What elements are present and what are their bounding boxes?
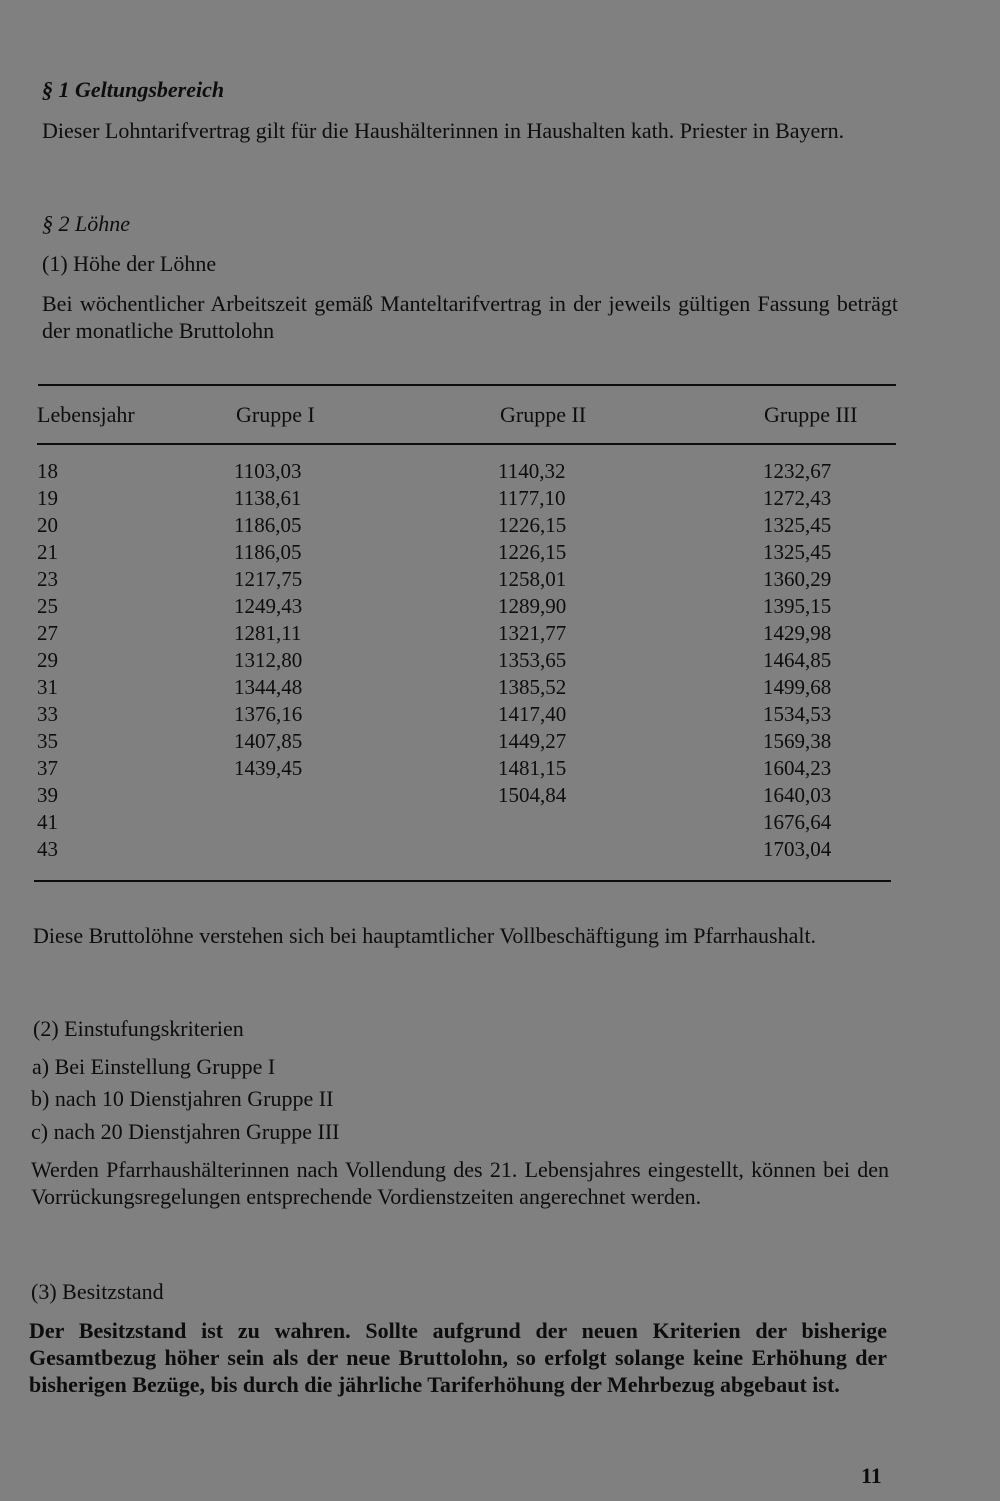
criteria-item-c: c) nach 20 Dienstjahren Gruppe III <box>31 1119 340 1144</box>
page-number: 11 <box>861 1463 882 1488</box>
table-row <box>0 513 1000 540</box>
table-cell: 1272,43 <box>763 486 832 510</box>
table-cell: 27 <box>37 621 58 645</box>
table-cell: 1217,75 <box>234 567 303 591</box>
table-cell: 1703,04 <box>763 837 832 861</box>
table-cell: 1429,98 <box>763 621 832 645</box>
section-2-heading: § 2 Löhne <box>42 211 130 236</box>
table-cell: 1534,53 <box>763 702 832 726</box>
table-header-lebensjahr: Lebensjahr <box>37 402 135 427</box>
table-cell: 1504,84 <box>498 783 567 807</box>
table-cell: 41 <box>37 810 58 834</box>
table-cell: 1499,68 <box>763 675 832 699</box>
table-row <box>0 837 1000 864</box>
subsection-3-title: (3) Besitzstand <box>31 1279 164 1304</box>
table-cell: 19 <box>37 486 58 510</box>
table-row <box>0 810 1000 837</box>
table-cell: 1177,10 <box>498 486 566 510</box>
table-cell: 1186,05 <box>234 540 302 564</box>
table-cell: 1140,32 <box>498 459 566 483</box>
table-row <box>0 594 1000 621</box>
table-cell: 39 <box>37 783 58 807</box>
table-cell: 18 <box>37 459 58 483</box>
table-cell: 1449,27 <box>498 729 567 753</box>
table-cell: 1417,40 <box>498 702 567 726</box>
table-cell: 1604,23 <box>763 756 832 780</box>
table-cell: 1186,05 <box>234 513 302 537</box>
table-cell: 1226,15 <box>498 540 567 564</box>
table-cell: 43 <box>37 837 58 861</box>
subsection-2-title: (2) Einstufungskriterien <box>33 1016 244 1041</box>
table-row <box>0 621 1000 648</box>
table-cell: 1376,16 <box>234 702 303 726</box>
table-cell: 1569,38 <box>763 729 832 753</box>
table-cell: 1344,48 <box>234 675 303 699</box>
table-cell: 35 <box>37 729 58 753</box>
criteria-item-a: a) Bei Einstellung Gruppe I <box>32 1054 276 1079</box>
table-cell: 1281,11 <box>234 621 302 645</box>
table-cell: 1103,03 <box>234 459 302 483</box>
table-header-gruppe-1: Gruppe I <box>236 402 315 427</box>
table-top-rule <box>38 384 896 386</box>
subsection-3-text: Der Besitzstand ist zu wahren. Sollte aufgrund der neuen Kriterien der bisherige Gesamtbezug höher sein als der neue Bruttolohn, so erfolgt solange keine Erhöhung der bisherigen Bezüge, bis durch die jährliche Tariferhöhung der Mehrbezug abgebaut ist. <box>29 1318 887 1397</box>
table-cell: 21 <box>37 540 58 564</box>
table-cell: 37 <box>37 756 58 780</box>
table-cell: 33 <box>37 702 58 726</box>
table-cell: 1312,80 <box>234 648 303 672</box>
table-cell: 1407,85 <box>234 729 303 753</box>
table-cell: 1464,85 <box>763 648 832 672</box>
table-row <box>0 783 1000 810</box>
table-cell: 1640,03 <box>763 783 832 807</box>
table-cell: 1325,45 <box>763 540 832 564</box>
criteria-item-b: b) nach 10 Dienstjahren Gruppe II <box>31 1086 334 1111</box>
table-cell: 20 <box>37 513 58 537</box>
table-cell: 29 <box>37 648 58 672</box>
table-cell: 25 <box>37 594 58 618</box>
table-row <box>0 675 1000 702</box>
table-cell: 1676,64 <box>763 810 832 834</box>
table-cell: 1481,15 <box>498 756 567 780</box>
wage-table-body <box>0 459 1000 864</box>
table-cell: 1325,45 <box>763 513 832 537</box>
table-cell: 1232,67 <box>763 459 832 483</box>
after-table-text: Diese Bruttolöhne verstehen sich bei hauptamtlicher Vollbeschäftigung im Pfarrhaushalt. <box>33 923 817 948</box>
table-cell: 1138,61 <box>234 486 302 510</box>
table-header-gruppe-3: Gruppe III <box>764 402 858 427</box>
table-header-rule <box>37 443 896 445</box>
subsection-1-title: (1) Höhe der Löhne <box>42 251 217 276</box>
table-cell: 1360,29 <box>763 567 832 591</box>
table-cell: 1321,77 <box>498 621 567 645</box>
table-row <box>0 648 1000 675</box>
table-row <box>0 540 1000 567</box>
table-cell: 31 <box>37 675 58 699</box>
subsection-1-intro: Bei wöchentlicher Arbeitszeit gemäß Manteltarifvertrag in der jeweils gültigen Fassung beträgt der monatliche Bruttolohn <box>42 291 898 343</box>
table-cell: 1258,01 <box>498 567 567 591</box>
table-bottom-rule <box>34 880 891 882</box>
table-row <box>0 756 1000 783</box>
table-row <box>0 702 1000 729</box>
table-cell: 1395,15 <box>763 594 832 618</box>
table-cell: 1353,65 <box>498 648 567 672</box>
section-1-text: Dieser Lohntarifvertrag gilt für die Haushälterinnen in Haushalten kath. Priester in Bayern. <box>42 118 845 143</box>
section-1-heading: § 1 Geltungsbereich <box>42 77 225 102</box>
table-cell: 23 <box>37 567 58 591</box>
table-row <box>0 567 1000 594</box>
table-cell: 1385,52 <box>498 675 567 699</box>
table-cell: 1439,45 <box>234 756 303 780</box>
table-header-gruppe-2: Gruppe II <box>500 402 587 427</box>
subsection-2-text: Werden Pfarrhaushälterinnen nach Vollendung des 21. Lebensjahres eingestellt, können bei den Vorrückungsregelungen entsprechende Vordienstzeiten angerechnet werden. <box>31 1157 889 1209</box>
table-row <box>0 459 1000 486</box>
table-row <box>0 486 1000 513</box>
table-cell: 1249,43 <box>234 594 303 618</box>
table-row <box>0 729 1000 756</box>
table-cell: 1289,90 <box>498 594 567 618</box>
table-cell: 1226,15 <box>498 513 567 537</box>
